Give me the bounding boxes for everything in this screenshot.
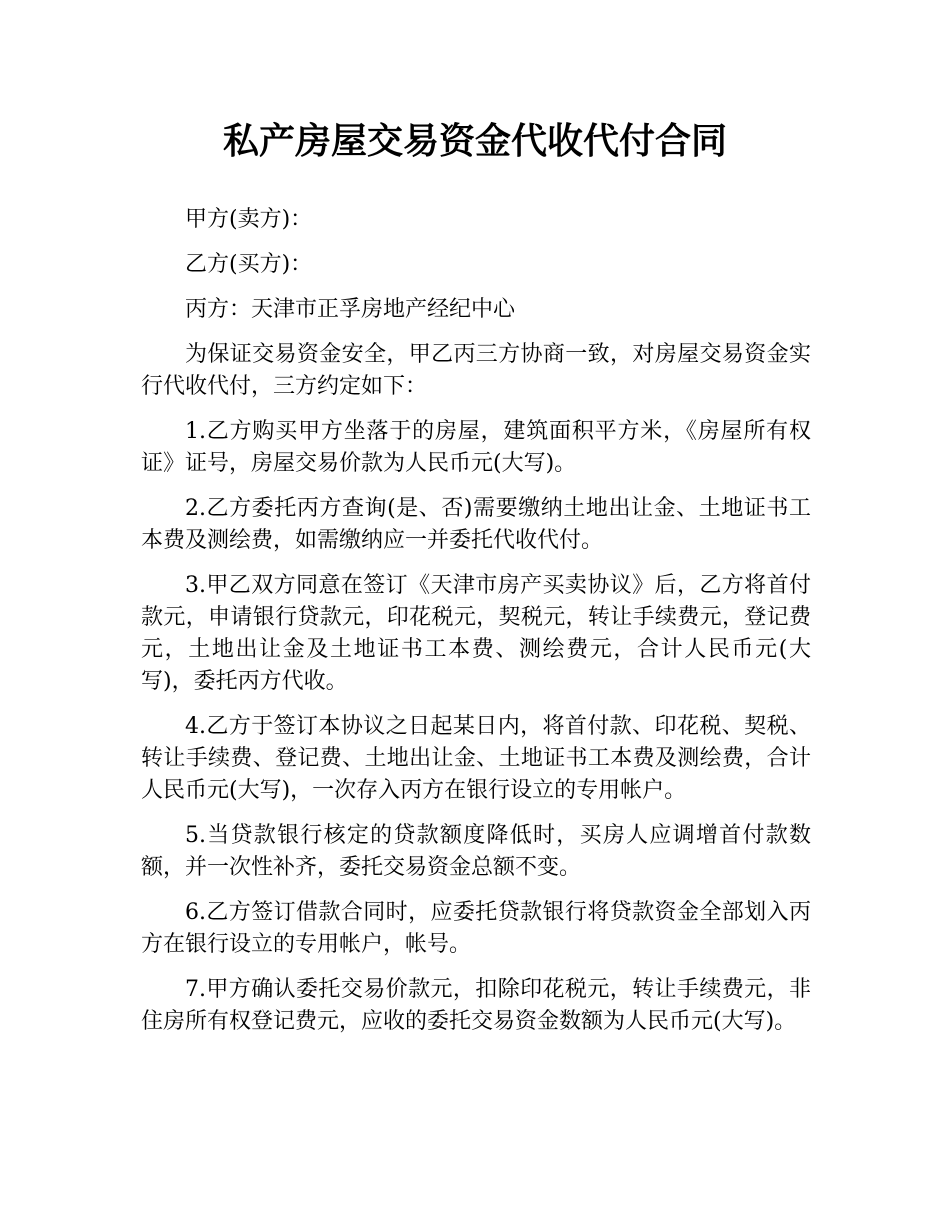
party-b-line: 乙方(买方)： [185, 252, 313, 277]
party-a-line: 甲方(卖方)： [185, 207, 313, 232]
clause-2: 2.乙方委托丙方查询(是、否)需要缴纳土地出让金、土地证书工本费及测绘费，如需缴纳应一并委托代收代付。 [141, 496, 811, 553]
preamble-paragraph: 为保证交易资金安全，甲乙丙三方协商一致，对房屋交易资金实行代收代付，三方约定如下： [141, 342, 811, 399]
clause-7: 7.甲方确认委托交易价款元，扣除印花税元，转让手续费元，非住房所有权登记费元，应收的委托交易资金数额为人民币元(大写)。 [141, 977, 811, 1034]
document-body [141, 204, 811, 1051]
clause-4: 4.乙方于签订本协议之日起某日内，将首付款、印花税、契税、转让手续费、登记费、土地出让金、土地证书工本费及测绘费，合计人民币元(大写)，一次存入丙方在银行设立的专用帐户。 [141, 714, 811, 803]
party-c-line: 丙方：天津市正孚房地产经纪中心 [185, 297, 516, 322]
clause-1: 1.乙方购买甲方坐落于的房屋，建筑面积平方米，《房屋所有权证》证号，房屋交易价款为人民币元(大写)。 [141, 419, 811, 476]
clause-3: 3.甲乙双方同意在签订《天津市房产买卖协议》后，乙方将首付款元，申请银行贷款元，印花税元，契税元，转让手续费元，登记费元，土地出让金及土地证书工本费、测绘费元，合计人民币元(大写)，委托丙方代收。 [141, 573, 811, 694]
document-title: 私产房屋交易资金代收代付合同 [222, 121, 727, 162]
clause-6: 6.乙方签订借款合同时，应委托贷款银行将贷款资金全部划入丙方在银行设立的专用帐户，帐号。 [141, 900, 811, 957]
clause-5: 5.当贷款银行核定的贷款额度降低时，买房人应调增首付款数额，并一次性补齐，委托交易资金总额不变。 [141, 823, 811, 880]
